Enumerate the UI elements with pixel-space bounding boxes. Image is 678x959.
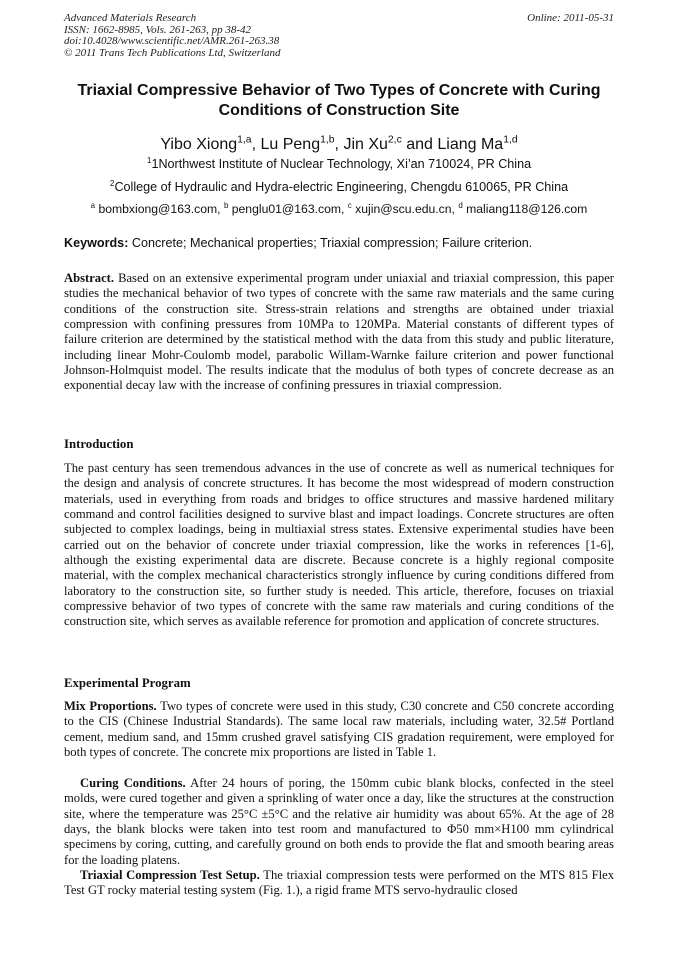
- issn-line: ISSN: 1662-8985, Vols. 261-263, pp 38-42: [64, 23, 251, 36]
- journal-header: [64, 13, 280, 59]
- author-sep: ,: [334, 136, 344, 153]
- email-sup: d: [458, 200, 463, 210]
- mix-label: Mix Proportions.: [64, 699, 157, 713]
- keywords: [64, 236, 532, 250]
- mix-proportions: [64, 699, 614, 760]
- author-name: Lu Peng: [260, 136, 321, 153]
- email-sup: b: [223, 200, 229, 210]
- curing-conditions: [64, 776, 614, 868]
- test-setup: [64, 868, 614, 899]
- author-name: Jin Xu: [343, 136, 388, 153]
- email-list: [40, 202, 638, 216]
- mix-text: Two types of concrete were used in this study, C30 concrete and C50 concrete according to the CIS (Chinese Industrial Standards). The same local raw materials, including water, 32.5# Portland cement, medium sand, and 15mm crushed gravel satisfying CIS gradation requirement, were employed for both types of concrete. The concrete mix proportions are listed in Table 1.: [64, 699, 615, 760]
- setup-text: The triaxial compression tests were performed on the MTS 815 Flex Test GT rocky material testing system (Fig. 1.), a rigid frame MTS servo-hydraulic closed: [64, 868, 614, 898]
- email-sup: c: [347, 200, 352, 210]
- abstract-label: Abstract.: [64, 271, 115, 285]
- author-name: Yibo Xiong: [160, 136, 238, 153]
- author-sup: 1,b: [320, 134, 335, 146]
- journal-name: Advanced Materials Research: [64, 12, 197, 24]
- email: penglu01@163.com,: [231, 202, 348, 216]
- author-list: [40, 136, 638, 154]
- introduction-heading: Introduction: [64, 437, 134, 451]
- author-sup: 1,a: [237, 134, 252, 146]
- affiliation-1: [40, 157, 638, 171]
- email-sup: a: [90, 200, 96, 210]
- author-sep: and: [401, 136, 438, 153]
- curing-label: Curing Conditions.: [80, 776, 186, 790]
- author-sup: 1,d: [503, 134, 518, 146]
- affiliation-text: 1Northwest Institute of Nuclear Technology, Xi’an 710024, PR China: [151, 157, 532, 171]
- author-name: Liang Ma: [437, 136, 504, 153]
- copyright-line: © 2011 Trans Tech Publications Ltd, Switzerland: [64, 46, 281, 59]
- curing-text: After 24 hours of poring, the 150mm cubic blank blocks, confected in the steel molds, were cured together and given a sprinkling of water once a day, like the structures at the construction site, where the temperature was 25°C ±5°C and the relative air humidity was about 65%. At the age of 28 days, the blank blocks were taken into test room and manufactured to Φ50 mm×H100 mm cylindrical specimens by coring, cutting, and carefully ground on both ends to provide the flat and smooth bearing areas for the loading platens.: [64, 776, 614, 867]
- affiliation-sup: 1: [146, 155, 152, 165]
- experimental-heading: Experimental Program: [64, 676, 191, 690]
- doi-line: doi:10.4028/www.scientific.net/AMR.261-263.38: [64, 35, 280, 48]
- email: maliang118@126.com: [466, 202, 588, 216]
- keywords-label: Keywords:: [64, 236, 129, 250]
- setup-label: Triaxial Compression Test Setup.: [80, 868, 260, 882]
- introduction-text: The past century has seen tremendous advances in the use of concrete as well as numerical techniques for the design and analysis of concrete structures. It has become the most widespread of modern construction materials, used in everything from roads and bridges to office structures and massive hardened military command and control facilities designed to survive blast and impact loadings. Concrete structures are often subjected to complex loadings, being in multiaxial stress states. Extensive experimental studies have been carried out on the behavior of concrete under triaxial compression, like the works in references [1-6], although the existing experimental data are discrete. Because concrete is a highly regional composite material, with the complex mechanical characteristics strongly influence by curing conditions differed from laboratory to the construction site, so further study is needed. This article, therefore, focuses on triaxial compressive behavior of two types of concrete with the same raw materials and curing conditions of the construction site, which serves as available reference for promotion and application of concrete structures.: [64, 461, 614, 629]
- author-sep: ,: [251, 136, 261, 153]
- email: bombxiong@163.com,: [98, 202, 224, 216]
- affiliation-sup: 2: [109, 178, 115, 188]
- abstract: [64, 271, 614, 394]
- affiliation-2: [40, 180, 638, 194]
- keywords-text: Concrete; Mechanical properties; Triaxial compression; Failure criterion.: [128, 236, 533, 250]
- paper-title: Triaxial Compressive Behavior of Two Types of Concrete with Curing Conditions of Construction Site: [77, 82, 601, 119]
- affiliation-text: College of Hydraulic and Hydra-electric Engineering, Chengdu 610065, PR China: [114, 180, 569, 194]
- author-sup: 2,c: [387, 134, 402, 146]
- email: xujin@scu.edu.cn,: [355, 202, 459, 216]
- online-date: Online: 2011-05-31: [527, 12, 614, 24]
- abstract-text: Based on an extensive experimental program under uniaxial and triaxial compression, this paper studies the mechanical behavior of two types of concrete with the same raw materials and the same curing conditions of the construction site. Stress-strain relations and strengths are obtained under triaxial compression with confining pressures from 10MPa to 120MPa. Material constants of different types of failure criterion are determined by the statistical method with the data from this study and public literature, including linear Mohr-Coulomb model, parabolic Willam-Warnke failure criterion and power functional Johnson-Holmquist model. The results indicate that the modulus of both types of concrete decrease as an exponential decay law with the increase of confining pressures in triaxial compression.: [64, 271, 614, 393]
